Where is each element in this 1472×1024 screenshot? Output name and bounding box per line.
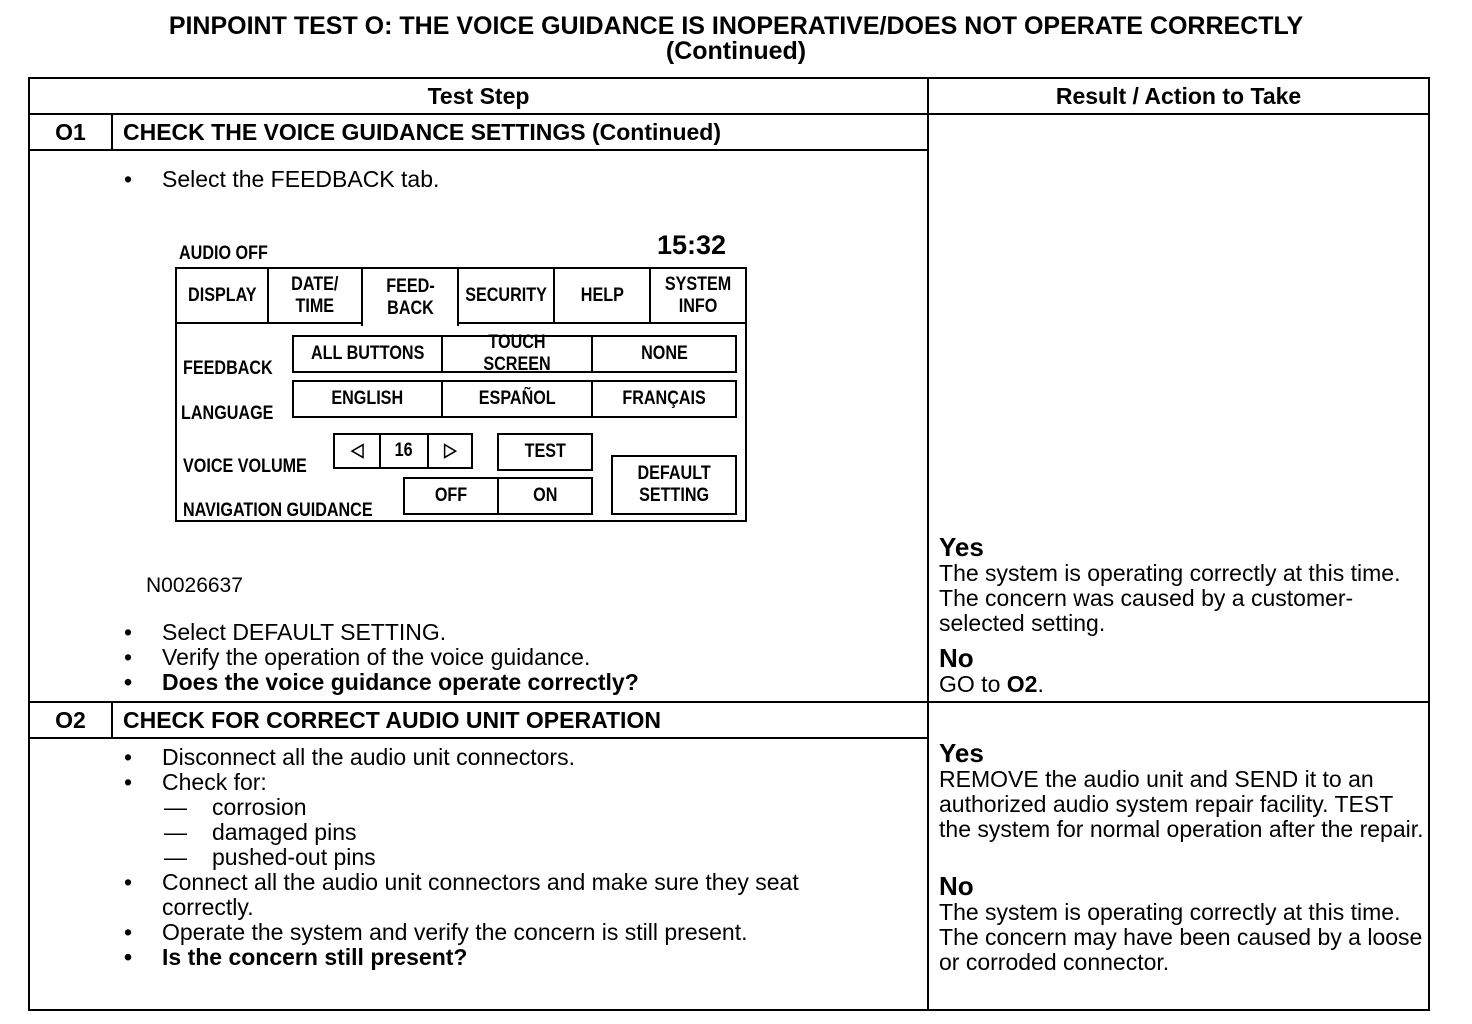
- step-id: O2: [29, 702, 112, 738]
- no-label: No: [939, 643, 974, 673]
- volume-down-button[interactable]: [333, 433, 381, 469]
- pinpoint-table: [28, 77, 1430, 1011]
- list-item: • Verify the operation of the voice guidance.: [30, 645, 639, 670]
- espanol-button[interactable]: ESPAÑOL: [441, 380, 593, 418]
- step-bullets-continued: [30, 870, 927, 970]
- step-result: [928, 702, 1429, 1010]
- step-body: [29, 150, 928, 702]
- list-item: • Connect all the audio unit connectors and make sure they seat correctly.: [30, 870, 887, 920]
- page-title: PINPOINT TEST O: THE VOICE GUIDANCE IS INOPERATIVE/DOES NOT OPERATE CORRECTLY: [168, 12, 1304, 40]
- navigation-guidance-label: NAVIGATION GUIDANCE: [183, 500, 373, 521]
- tab-security[interactable]: SECURITY: [457, 267, 555, 324]
- no-text: [939, 672, 1428, 697]
- list-item: • Check for:: [30, 770, 927, 795]
- none-button[interactable]: NONE: [591, 335, 737, 373]
- english-button[interactable]: ENGLISH: [292, 380, 443, 418]
- list-item: • Does the voice guidance operate correctly?: [30, 670, 639, 695]
- list-item: • Operate the system and verify the concern is still present.: [30, 920, 887, 945]
- step-bullets: [30, 620, 639, 695]
- header-test-step: Test Step: [29, 78, 928, 114]
- yes-text: REMOVE the audio unit and SEND it to an authorized audio system repair facility. TEST the system for normal operation after the repair.: [939, 766, 1424, 842]
- tab-system-info[interactable]: SYSTEM INFO: [649, 267, 747, 324]
- tab-date-time[interactable]: DATE/ TIME: [267, 267, 363, 324]
- nav-off-button[interactable]: OFF: [403, 477, 499, 515]
- default-setting-button[interactable]: DEFAULT SETTING: [611, 455, 737, 515]
- tab-display[interactable]: DISPLAY: [175, 267, 269, 324]
- sublist-item: — corrosion: [30, 795, 927, 820]
- tab-help[interactable]: HELP: [553, 267, 651, 324]
- francais-button[interactable]: FRANÇAIS: [591, 380, 737, 418]
- language-label: LANGUAGE: [181, 403, 274, 424]
- goto-step-link: O2: [1006, 671, 1038, 697]
- header-result: Result / Action to Take: [928, 78, 1429, 114]
- step-title: CHECK THE VOICE GUIDANCE SETTINGS (Continued): [112, 114, 928, 150]
- page-subtitle: (Continued): [665, 37, 807, 65]
- feedback-label: FEEDBACK: [183, 358, 273, 379]
- step-title: CHECK FOR CORRECT AUDIO UNIT OPERATION: [112, 702, 928, 738]
- no-label: No: [939, 871, 974, 901]
- step-id: O1: [29, 114, 112, 150]
- step-body: [29, 738, 928, 1010]
- all-buttons-button[interactable]: ALL BUTTONS: [292, 335, 443, 373]
- list-item: • Disconnect all the audio unit connectors.: [30, 745, 927, 770]
- intro-list: [30, 167, 439, 192]
- clock-display: 15:32: [657, 230, 727, 260]
- list-item: • Select the FEEDBACK tab.: [30, 167, 439, 192]
- sublist-item: — pushed-out pins: [30, 845, 927, 870]
- list-item: • Is the concern still present?: [30, 945, 887, 970]
- voice-volume-label: VOICE VOLUME: [183, 456, 307, 477]
- check-sublist: [30, 795, 927, 870]
- test-button[interactable]: TEST: [497, 433, 593, 471]
- audio-screen-figure: [175, 231, 750, 531]
- no-text-prefix: GO to: [939, 671, 1007, 697]
- list-item: • Select DEFAULT SETTING.: [30, 620, 639, 645]
- step-bullets: [30, 745, 927, 795]
- volume-value: 16: [379, 433, 429, 469]
- no-text: The system is operating correctly at this time. The concern may have been caused by a loose or corroded connector.: [939, 899, 1423, 975]
- no-text-suffix: .: [1037, 671, 1044, 697]
- yes-label: Yes: [939, 532, 984, 562]
- nav-on-button[interactable]: ON: [497, 477, 593, 515]
- volume-up-button[interactable]: [427, 433, 473, 469]
- figure-code: N0026637: [146, 574, 243, 597]
- touch-screen-button[interactable]: TOUCH SCREEN: [441, 335, 593, 373]
- tab-feedback[interactable]: FEED- BACK: [361, 267, 459, 326]
- sublist-item: — damaged pins: [30, 820, 927, 845]
- volume-down-icon: ◁: [350, 440, 364, 461]
- yes-label: Yes: [939, 738, 984, 768]
- yes-text: The system is operating correctly at this time. The concern was caused by a customer-selected setting.: [939, 560, 1401, 636]
- audio-status-label: AUDIO OFF: [179, 243, 268, 264]
- step-result: [928, 114, 1429, 702]
- volume-up-icon: ▷: [443, 440, 457, 461]
